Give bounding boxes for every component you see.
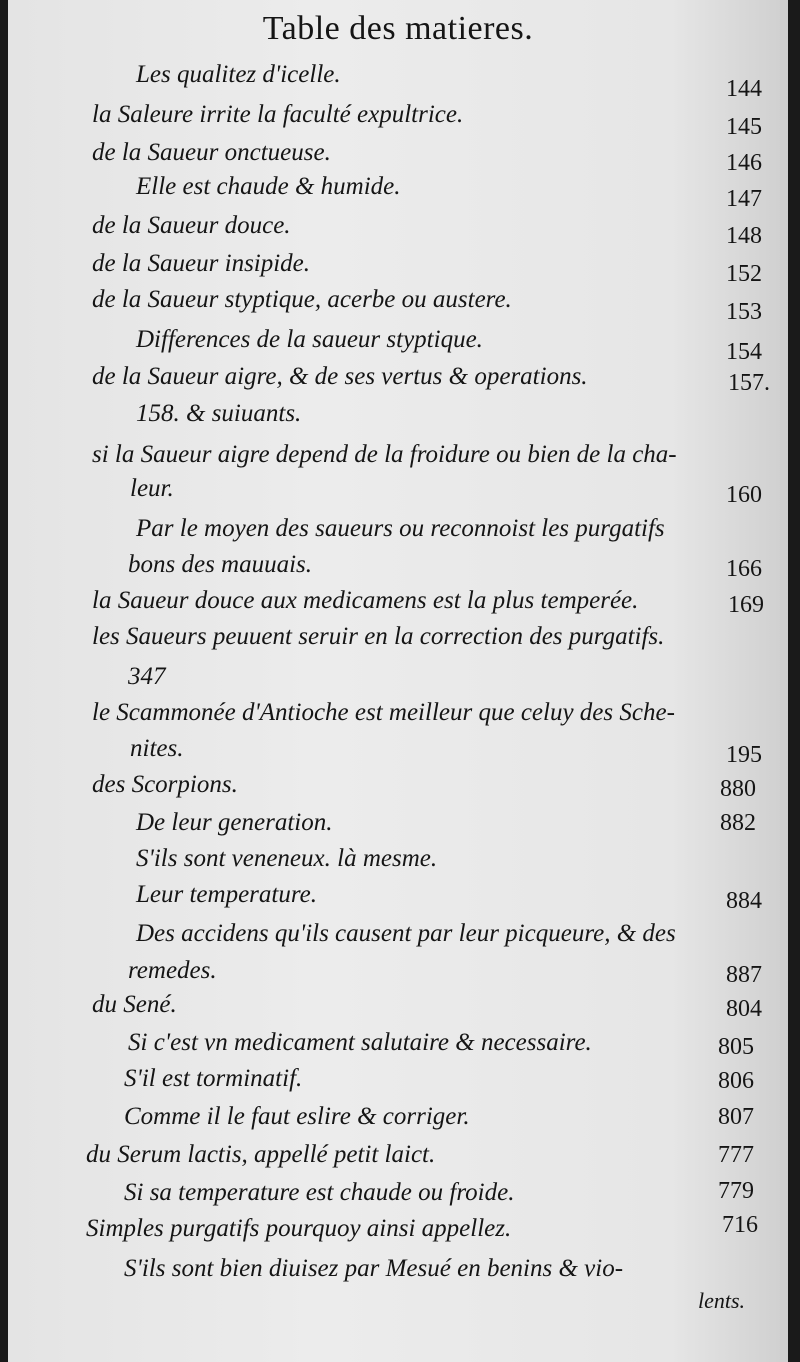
index-entry bbox=[8, 954, 788, 992]
entry-page: 153 bbox=[726, 299, 762, 325]
index-entry bbox=[8, 620, 788, 658]
index-entry bbox=[8, 170, 788, 212]
index-entry bbox=[8, 438, 788, 476]
entry-text: Leur temperature. bbox=[136, 881, 317, 908]
entry-page: 145 bbox=[726, 114, 762, 140]
index-entry bbox=[8, 696, 788, 734]
page-title: Table des matieres. bbox=[262, 10, 534, 47]
index-entry bbox=[8, 988, 788, 1026]
entry-text: Comme il le faut eslire & corriger. bbox=[124, 1103, 470, 1130]
entry-text: S'ils sont bien diuisez par Mesué en benins & vio- bbox=[124, 1255, 624, 1282]
index-entry bbox=[8, 209, 788, 247]
entry-page: 716 bbox=[722, 1212, 758, 1238]
index-entry bbox=[8, 1138, 788, 1176]
entry-page: 160 bbox=[726, 482, 762, 508]
entry-text: Les qualitez d'icelle. bbox=[136, 61, 341, 88]
entry-text: 347 bbox=[128, 663, 166, 690]
index-entry bbox=[8, 732, 788, 770]
index-entry bbox=[8, 472, 788, 510]
entry-text: des Scorpions. bbox=[92, 771, 238, 798]
entry-text: Differences de la saueur styptique. bbox=[136, 326, 483, 353]
index-entry bbox=[8, 917, 788, 955]
index-entry bbox=[8, 1062, 788, 1100]
entry-page: 779 bbox=[718, 1178, 754, 1204]
index-entry bbox=[8, 247, 788, 285]
index-entry bbox=[8, 768, 788, 806]
entry-text: de la Saueur douce. bbox=[92, 212, 291, 239]
entry-text: lents. bbox=[698, 1288, 746, 1313]
index-entry bbox=[8, 283, 788, 325]
entry-text: Simples purgatifs pourquoy ainsi appellez. bbox=[86, 1215, 512, 1242]
entry-page: 146 bbox=[726, 150, 762, 176]
index-entry bbox=[8, 842, 788, 880]
index-entry bbox=[8, 98, 788, 140]
entry-page: 195 bbox=[726, 742, 762, 768]
entry-text: la Saleure irrite la faculté expultrice. bbox=[92, 101, 464, 128]
index-entry bbox=[8, 58, 788, 102]
entry-text: leur. bbox=[130, 475, 174, 502]
index-entry bbox=[8, 512, 788, 550]
entry-page: 154 bbox=[726, 339, 762, 365]
index-entry bbox=[8, 548, 788, 586]
entry-page: 166 bbox=[726, 556, 762, 582]
index-entry bbox=[8, 660, 788, 698]
entry-page: 882 bbox=[720, 810, 756, 836]
book-page bbox=[8, 0, 788, 1362]
index-entry bbox=[8, 878, 788, 916]
entry-page: 884 bbox=[726, 888, 762, 914]
index-entry bbox=[8, 1100, 788, 1138]
index-entry bbox=[8, 1176, 788, 1214]
entry-text: Si sa temperature est chaude ou froide. bbox=[124, 1179, 515, 1206]
entry-text: remedes. bbox=[128, 957, 217, 984]
entry-text: Des accidens qu'ils causent par leur picqueure, & des bbox=[136, 920, 676, 947]
index-entry bbox=[8, 136, 788, 174]
entry-page: 147 bbox=[726, 186, 762, 212]
entry-text: nites. bbox=[130, 735, 184, 762]
index-entry bbox=[8, 1284, 788, 1322]
entry-text: la Saueur douce aux medicamens est la plus temperée. bbox=[92, 587, 639, 614]
index-entry bbox=[8, 397, 788, 435]
index-entry bbox=[8, 584, 788, 622]
entry-page: 880 bbox=[720, 776, 756, 802]
index-entry bbox=[8, 1026, 788, 1064]
entry-text: bons des mauuais. bbox=[128, 551, 313, 578]
entry-text: de la Saueur aigre, & de ses vertus & operations. bbox=[92, 363, 588, 390]
index-entry bbox=[8, 1212, 788, 1250]
entry-text: S'ils sont veneneux. là mesme. bbox=[136, 845, 438, 872]
entry-page: 806 bbox=[718, 1068, 754, 1094]
entry-page: 157. bbox=[728, 370, 770, 396]
entry-text: Par le moyen des saueurs ou reconnoist les purgatifs bbox=[136, 515, 665, 542]
entry-page: 148 bbox=[726, 223, 762, 249]
entry-text: 158. & suiuants. bbox=[136, 400, 302, 427]
entry-text: les Saueurs peuuent seruir en la correction des purgatifs. bbox=[92, 623, 665, 650]
entry-page: 887 bbox=[726, 962, 762, 988]
index-entry bbox=[8, 806, 788, 844]
index-entry bbox=[8, 360, 788, 398]
entry-page: 777 bbox=[718, 1142, 754, 1168]
entry-page: 169 bbox=[728, 592, 764, 618]
entry-text: de la Saueur insipide. bbox=[92, 250, 311, 277]
entry-page: 144 bbox=[726, 76, 762, 102]
entry-text: de la Saueur styptique, acerbe ou austere. bbox=[92, 286, 512, 313]
entry-text: De leur generation. bbox=[136, 809, 333, 836]
index-entry bbox=[8, 323, 788, 365]
entry-page: 807 bbox=[718, 1104, 754, 1130]
entry-text: Elle est chaude & humide. bbox=[136, 173, 401, 200]
entry-text: si la Saueur aigre depend de la froidure ou bien de la cha- bbox=[92, 441, 677, 468]
entry-text: Si c'est vn medicament salutaire & necessaire. bbox=[128, 1029, 592, 1056]
entry-text: du Sené. bbox=[92, 991, 177, 1018]
entry-text: de la Saueur onctueuse. bbox=[92, 139, 331, 166]
entry-text: S'il est torminatif. bbox=[124, 1065, 303, 1092]
entry-page: 152 bbox=[726, 261, 762, 287]
entry-text: du Serum lactis, appellé petit laict. bbox=[86, 1141, 436, 1168]
entry-page: 805 bbox=[718, 1034, 754, 1060]
entry-text: le Scammonée d'Antioche est meilleur que celuy des Sche- bbox=[92, 699, 675, 726]
entry-page: 804 bbox=[726, 996, 762, 1022]
